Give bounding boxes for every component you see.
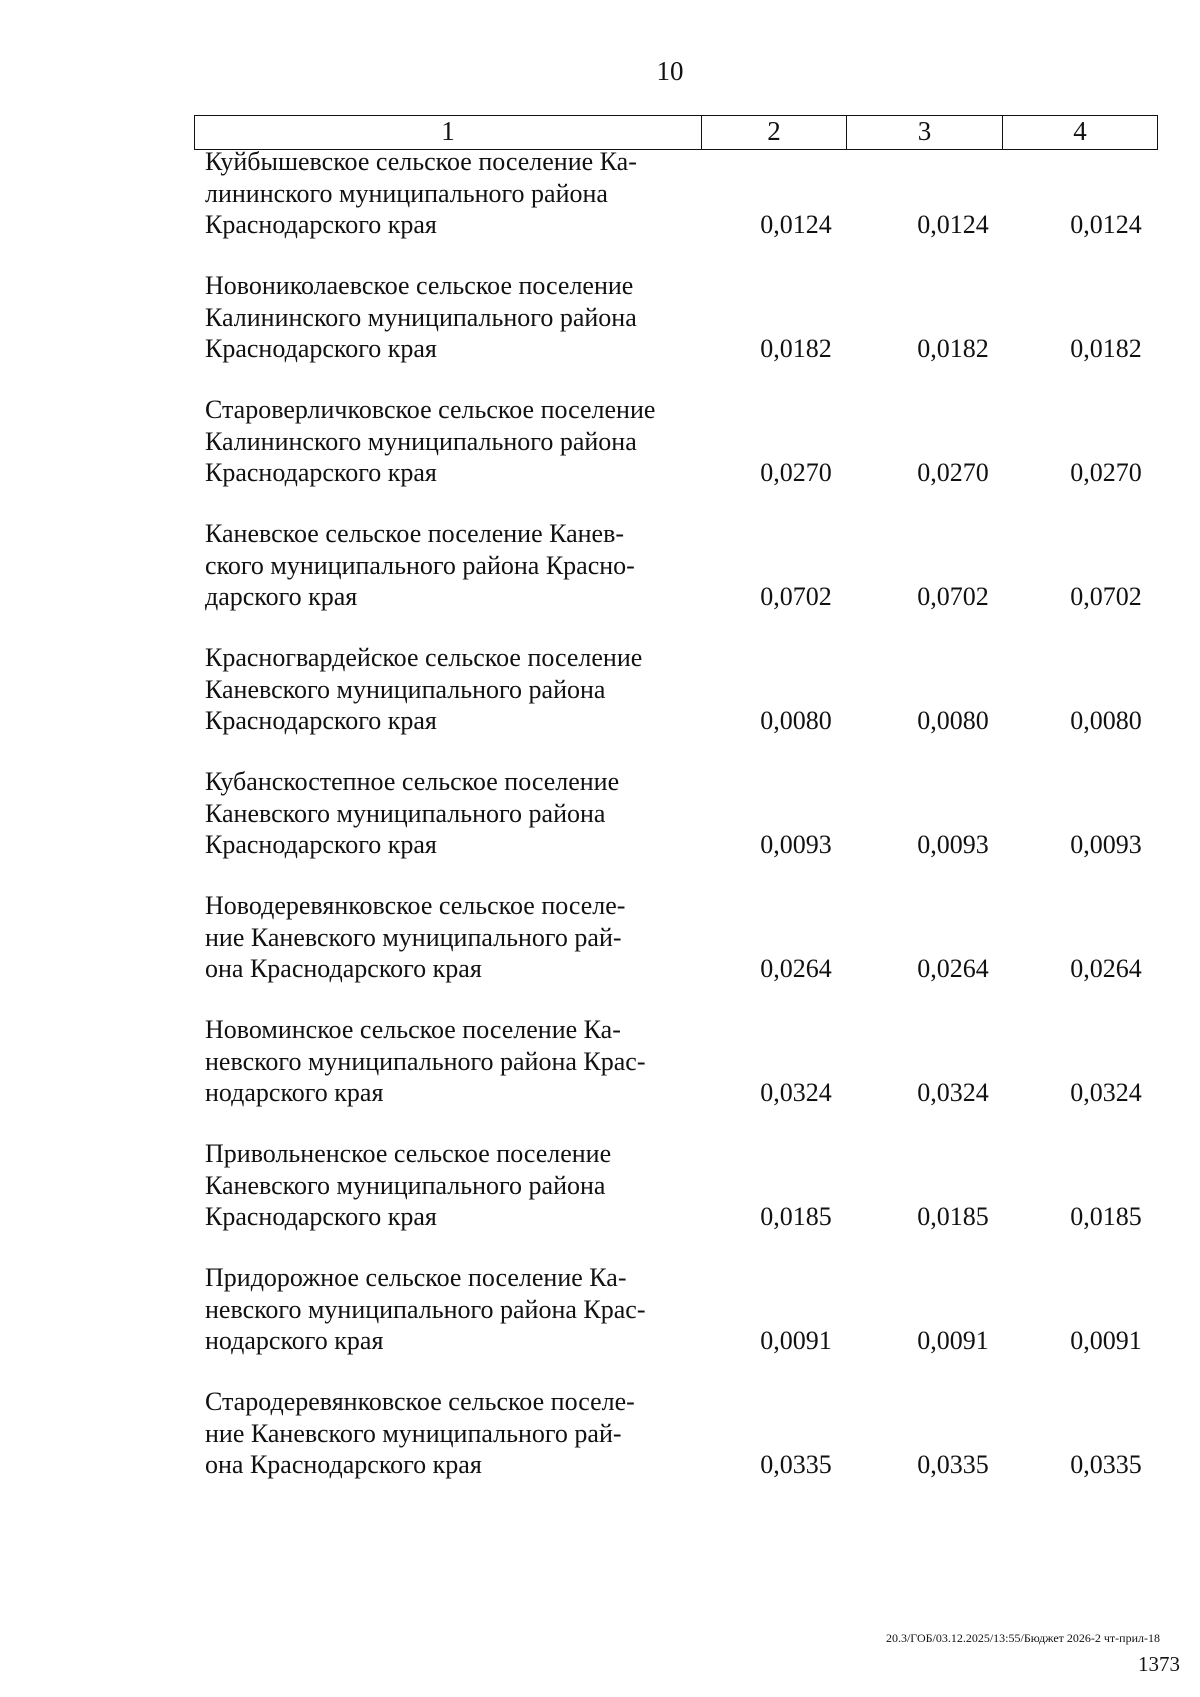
value-col-4: 0,0264 [1070, 954, 1142, 983]
column-header-1: 1 [195, 116, 702, 149]
settlement-name: Каневское сельское поселение Канев- ского муниципального района Красно- дарского края [205, 519, 635, 611]
settlement-name: Придорожное сельское поселение Ка- невского муниципального района Крас- нодарского края [205, 1263, 646, 1355]
sheet-number: 1373 [1138, 1652, 1180, 1676]
settlement-name: Красногвардейское сельское поселение Каневского муниципального района Краснодарского края [205, 643, 643, 735]
value-col-2: 0,0335 [760, 1450, 832, 1479]
value-col-2: 0,0324 [760, 1078, 832, 1107]
value-col-4: 0,0270 [1070, 458, 1142, 487]
value-col-2: 0,0264 [760, 954, 832, 983]
settlement-name: Куйбышевское сельское поселение Ка- лининского муниципального района Краснодарского края [205, 147, 637, 239]
table-header [194, 115, 1158, 150]
settlement-name: Староверличковское сельское поселение Калининского муниципального района Краснодарского края [205, 395, 656, 487]
value-col-2: 0,0185 [760, 1202, 832, 1231]
settlement-name: Привольненское сельское поселение Каневского муниципального района Краснодарского края [205, 1139, 612, 1231]
value-col-4: 0,0335 [1070, 1450, 1142, 1479]
column-header-2: 2 [702, 116, 847, 149]
column-header-4: 4 [1073, 116, 1087, 146]
value-col-4: 0,0702 [1070, 582, 1142, 611]
value-col-3: 0,0324 [917, 1078, 989, 1107]
value-col-2: 0,0093 [760, 830, 832, 859]
value-col-2: 0,0091 [760, 1326, 832, 1355]
settlement-name: Стародеревянковское сельское поселе- ние Каневского муниципального рай- она Краснодарского края [205, 1387, 635, 1479]
table-row [0, 270, 1200, 394]
table-row [0, 766, 1200, 890]
value-col-2: 0,0702 [760, 582, 832, 611]
value-col-2: 0,0124 [760, 210, 832, 239]
value-col-2: 0,0270 [760, 458, 832, 487]
value-col-3: 0,0091 [917, 1326, 989, 1355]
page-number: 10 [656, 56, 684, 86]
table-row [0, 518, 1200, 642]
settlement-name: Новоминское сельское поселение Ка- невского муниципального района Крас- нодарского края [205, 1015, 646, 1107]
value-col-4: 0,0080 [1070, 706, 1142, 735]
value-col-4: 0,0182 [1070, 334, 1142, 363]
value-col-4: 0,0185 [1070, 1202, 1142, 1231]
table-row [0, 1138, 1200, 1262]
value-col-3: 0,0080 [917, 706, 989, 735]
value-col-4: 0,0093 [1070, 830, 1142, 859]
value-col-2: 0,0080 [760, 706, 832, 735]
value-col-3: 0,0270 [917, 458, 989, 487]
settlement-name: Новодеревянковское сельское поселе- ние Каневского муниципального рай- она Краснодарского края [205, 891, 626, 983]
document-code: 20.3/ГОБ/03.12.2025/13:55/Бюджет 2026-2 чт-прил-18 [885, 1631, 1160, 1645]
settlement-name: Новониколаевское сельское поселение Калининского муниципального района Краснодарского края [205, 271, 637, 363]
settlement-name: Кубанскостепное сельское поселение Каневского муниципального района Краснодарского края [205, 767, 620, 859]
value-col-3: 0,0182 [917, 334, 989, 363]
value-col-3: 0,0702 [917, 582, 989, 611]
value-col-4: 0,0124 [1070, 210, 1142, 239]
value-col-3: 0,0124 [917, 210, 989, 239]
column-header-3: 3 [847, 116, 1003, 149]
table-row [0, 642, 1200, 766]
value-col-4: 0,0324 [1070, 1078, 1142, 1107]
table-body [0, 146, 1200, 1510]
table-row [0, 146, 1200, 270]
table-row [0, 1262, 1200, 1386]
value-col-4: 0,0091 [1070, 1326, 1142, 1355]
value-col-3: 0,0093 [917, 830, 989, 859]
value-col-2: 0,0182 [760, 334, 832, 363]
table-row [0, 1014, 1200, 1138]
table-row [0, 890, 1200, 1014]
value-col-3: 0,0335 [917, 1450, 989, 1479]
value-col-3: 0,0185 [917, 1202, 989, 1231]
table-row [0, 394, 1200, 518]
table-row [0, 1386, 1200, 1510]
value-col-3: 0,0264 [917, 954, 989, 983]
